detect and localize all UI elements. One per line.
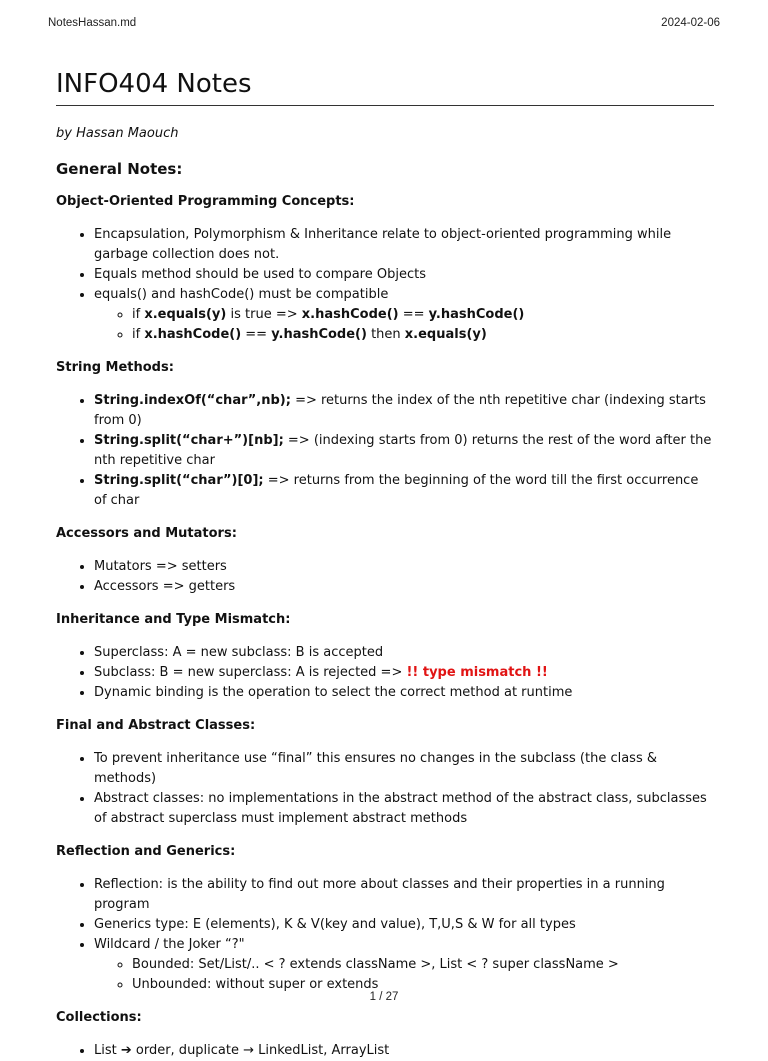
list-final-abstract — [56, 749, 714, 829]
sublist-equals — [94, 305, 714, 345]
code-fragment: x.equals(y) — [404, 327, 487, 342]
code-fragment: String.split(“char+”)[nb]; — [94, 433, 284, 448]
text-fragment: == — [241, 327, 272, 342]
page-title: INFO404 Notes — [56, 66, 714, 106]
author-line: by Hassan Maouch — [56, 126, 179, 141]
list-item-text: equals() and hashCode() must be compatible — [94, 287, 389, 302]
text-fragment: if — [132, 307, 145, 322]
code-fragment: String.indexOf(“char”,nb); — [94, 393, 291, 408]
list-accessors — [56, 557, 714, 597]
list-item: • Generics type: E (elements), K & V(key and value), T,U,S & W for all types — [94, 915, 714, 935]
page-number: 1 / 27 — [369, 991, 399, 1003]
section-heading-collections: Collections: — [56, 1010, 142, 1025]
page-header — [48, 17, 720, 33]
list-oop — [56, 225, 714, 345]
list-collections — [56, 1041, 714, 1061]
list-item: • To prevent inheritance use “final” this ensures no changes in the subclass (the class & methods) — [94, 749, 714, 789]
code-fragment: String.split(“char”)[0]; — [94, 473, 264, 488]
list-item — [94, 391, 714, 431]
list-item-text: Wildcard / the Joker “?" — [94, 937, 245, 952]
list-item: • Mutators => setters — [94, 557, 714, 577]
list-inheritance — [56, 643, 714, 703]
list-item: • Reflection: is the ability to find out more about classes and their properties in a running program — [94, 875, 714, 915]
text-fragment: => returns from the beginning of the word till the first occurrence of char — [94, 473, 699, 508]
text-fragment: if — [132, 327, 145, 342]
text-fragment: == — [398, 307, 429, 322]
code-fragment: x.equals(y) — [144, 307, 227, 322]
section-heading-reflection: Reflection and Generics: — [56, 844, 236, 859]
general-notes-heading: General Notes: — [56, 160, 183, 178]
section-heading-inheritance: Inheritance and Type Mismatch: — [56, 612, 291, 627]
text-fragment: is true => — [226, 307, 302, 322]
code-fragment: x.hashCode() — [144, 327, 242, 342]
list-item: • Equals method should be used to compare Objects — [94, 265, 714, 285]
section-heading-string-methods: String Methods: — [56, 360, 174, 375]
list-item — [94, 285, 714, 345]
section-heading-oop: Object-Oriented Programming Concepts: — [56, 194, 355, 209]
document-body — [56, 66, 714, 1061]
print-date: 2024-02-06 — [661, 17, 720, 29]
section-heading-accessors: Accessors and Mutators: — [56, 526, 237, 541]
list-item: • Encapsulation, Polymorphism & Inheritance relate to object-oriented programming while garbage collection does not. — [94, 225, 714, 265]
list-item: • Superclass: A = new subclass: B is accepted — [94, 643, 714, 663]
code-fragment: y.hashCode() — [271, 327, 367, 342]
type-mismatch-alert: !! type mismatch !! — [406, 665, 548, 680]
text-fragment: Subclass: B = new superclass: A is rejected => — [94, 665, 407, 680]
list-reflection — [56, 875, 714, 995]
list-item — [94, 935, 714, 995]
file-name: NotesHassan.md — [48, 17, 137, 29]
list-item: ◦ Bounded: Set/List/.. < ? extends className >, List < ? super className > — [132, 955, 714, 975]
list-item: • Accessors => getters — [94, 577, 714, 597]
list-item — [132, 305, 714, 325]
code-fragment: y.hashCode() — [428, 307, 525, 322]
list-item: • Dynamic binding is the operation to select the correct method at runtime — [94, 683, 714, 703]
text-fragment: then — [366, 327, 405, 342]
list-item — [94, 431, 714, 471]
list-item — [94, 471, 714, 511]
sublist-wildcard — [94, 955, 714, 995]
list-item — [94, 663, 714, 683]
section-heading-final-abstract: Final and Abstract Classes: — [56, 718, 256, 733]
list-item — [132, 325, 714, 345]
code-fragment: x.hashCode() — [301, 307, 399, 322]
list-item: • Abstract classes: no implementations in the abstract method of the abstract class, subclasses of abstract superclass must implement abstract methods — [94, 789, 714, 829]
list-string-methods — [56, 391, 714, 511]
list-item: • List ➔ order, duplicate → LinkedList, ArrayList — [94, 1041, 714, 1061]
text-fragment: => returns the index of the nth repetitive char (indexing starts from 0) — [94, 393, 706, 428]
list-item: ◦ Unbounded: without super or extends — [132, 975, 714, 995]
text-fragment: => (indexing starts from 0) returns the rest of the word after the nth repetitive char — [94, 433, 712, 468]
